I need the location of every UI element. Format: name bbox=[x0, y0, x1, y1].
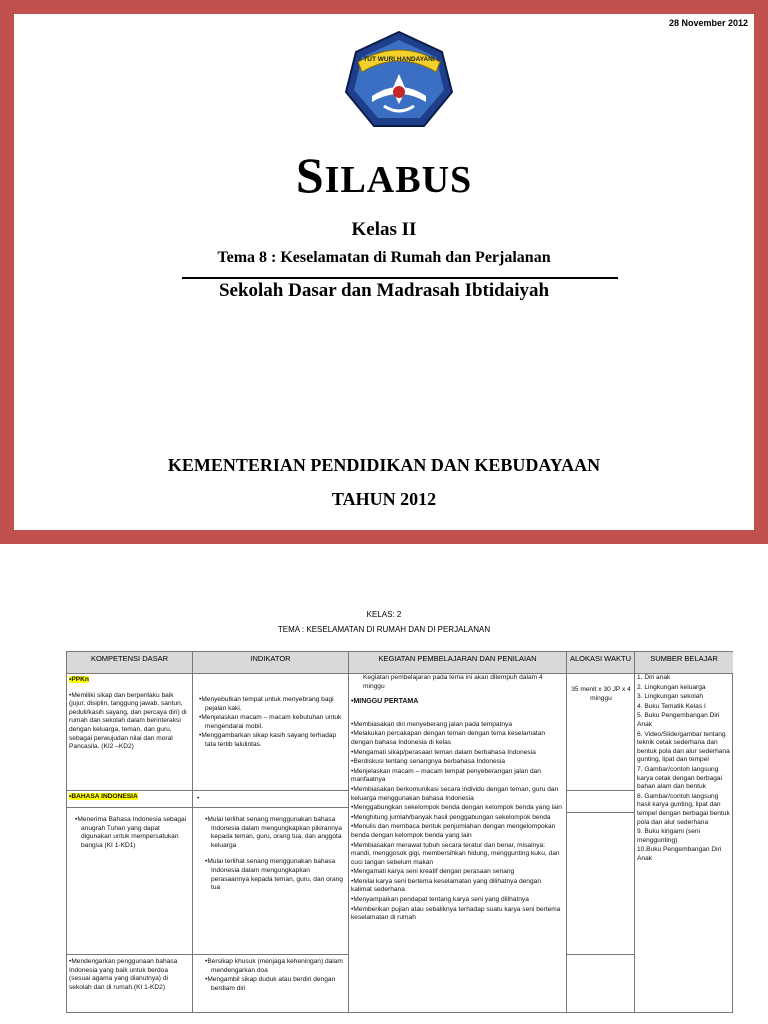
cover-divider bbox=[182, 277, 618, 279]
sumber-item: 4. Buku Tematik Kelas I bbox=[637, 702, 706, 710]
kegiatan-item: • Memberikan pujian atau sebaliknya terhadap suatu karya seni bertema keselamatan di rumah bbox=[351, 906, 563, 923]
kegiatan-item: • Berdiskusi tentang senangnya berbahasa Indonesia bbox=[351, 758, 563, 767]
sumber-item: 10.Buku Pengembangan Diri Anak bbox=[637, 846, 722, 862]
title-initial: S bbox=[295, 147, 325, 203]
indikator-item: • Mulai terlihat senang menggunakan bahasa Indonesia dalam mengungkapkan perasaannya kepada teman, guru, dan orang tua bbox=[203, 858, 345, 892]
indikator-item: • Menyebutkan tempat untuk menyebrang bagi pejalan kaki. bbox=[197, 696, 345, 713]
row-divider bbox=[567, 954, 635, 955]
cover-year: TAHUN 2012 bbox=[331, 489, 437, 509]
cover-title bbox=[14, 146, 754, 204]
sumber-item: 1. Diri anak bbox=[637, 674, 671, 681]
header-kegiatan: KEGIATAN PEMBELAJARAN DAN PENILAIAN bbox=[349, 652, 567, 674]
subject-ppkn: • PPKn bbox=[69, 676, 89, 683]
row-divider bbox=[567, 812, 635, 813]
kegiatan-item: • Menggabungkan sekelompok benda dengan kelompok benda yang lain bbox=[351, 804, 563, 813]
kegiatan-item: • Menghitung jumlah/banyak hasil penggabungan sekelompok benda bbox=[351, 814, 563, 823]
header-sumber: SUMBER BELAJAR bbox=[635, 652, 733, 674]
syllabus-tema-heading: TEMA : KESELAMATAN DI RUMAH DAN DI PERJALANAN bbox=[277, 625, 491, 634]
column-divider bbox=[566, 674, 567, 1012]
kegiatan-item: • Membiasakan diri menyeberang jalan pada tempatnya bbox=[351, 721, 563, 730]
kegiatan-cell bbox=[351, 674, 563, 924]
syllabus-table bbox=[66, 651, 733, 1013]
row-divider bbox=[67, 807, 349, 808]
alokasi-waktu: 35 menit x 30 JP x 4 minggu bbox=[571, 686, 631, 702]
cover-kelas: Kelas II bbox=[351, 219, 417, 240]
kegiatan-item: • Menulis dan membaca bentuk penjumlahan dengan mengelompokan benda dengan kelompok benda yang lain bbox=[351, 823, 563, 840]
header-alokasi: ALOKASI WAKTU bbox=[567, 652, 635, 674]
sumber-item: 3. Lingkungan sekolah bbox=[637, 693, 703, 701]
kd-ppkn-cell bbox=[69, 676, 189, 752]
subject-bahasa-indonesia: • BAHASA INDONESIA bbox=[69, 793, 138, 800]
kegiatan-minggu: • MINGGU PERTAMA bbox=[351, 698, 563, 707]
cover-school: Sekolah Dasar dan Madrasah Ibtidaiyah bbox=[218, 280, 550, 301]
row-divider bbox=[567, 790, 635, 791]
indikator-bullet: • bbox=[197, 795, 200, 802]
kegiatan-item: • Membiasakan berkomunikasi secara individu dengan teman, guru dan keluarga menggunakan bahasa Indonesia bbox=[351, 786, 563, 803]
kd-bi-cell bbox=[69, 793, 189, 802]
kegiatan-item: • Menilai karya seni bertema keselamatan yang dilihatnya dengan kalimat sederhana bbox=[351, 878, 563, 895]
column-divider bbox=[634, 674, 635, 1012]
column-divider bbox=[192, 674, 193, 1012]
syllabus-kelas-heading: KELAS: 2 bbox=[366, 610, 402, 619]
kegiatan-item: • Mengamati karya seni kreatif dengan perasaan senang bbox=[351, 868, 563, 877]
sumber-item: 2. Lingkungan keluarga bbox=[637, 683, 706, 691]
kegiatan-item: • Membiasakan merawat tubuh secara teratur dan benar, misalnya: mandi, menggosok gigi, membersihkan hidung, menggunting kuku, dan cuci tangan sebelum makan bbox=[351, 842, 563, 868]
cover-tema: Tema 8 : Keselamatan di Rumah dan Perjalanan bbox=[217, 249, 551, 266]
indikator-bi2-cell bbox=[203, 958, 345, 994]
kegiatan-intro: Kegiatan pembelajaran pada tema ini akan ditempuh dalam 4 minggu bbox=[363, 674, 543, 690]
tut-wuri-handayani-logo bbox=[344, 30, 454, 130]
indikator-item: • Menggambarkan sikap kasih sayang terhadap tata tertib lalulintas. bbox=[197, 732, 345, 749]
sumber-item: 8. Gambar/contoh langsung hasil karya gunting, lipat dan tempel dengan berbagai bentuk pola dan alur sederhana bbox=[637, 792, 730, 826]
kd-bi-text-cell bbox=[73, 816, 189, 850]
title-rest: ILABUS bbox=[324, 159, 473, 201]
column-divider bbox=[348, 674, 349, 1012]
sumber-belajar-cell bbox=[637, 674, 731, 864]
cover-date: 28 November 2012 bbox=[668, 18, 748, 28]
kd-ppkn-text: • Memiliki sikap dan berperilaku baik (jujur, disiplin, tanggung jawab, santun, peduli/kasih sayang, dan percaya diri) di rumah dan sekolah dalam berinteraksi dengan keluarga, teman, dan guru, sebagai perwujudan nilai dan moral Pancasila. (KI2 –KD2) bbox=[69, 692, 189, 752]
sumber-item: 5. Buku Pengembangan Diri Anak bbox=[637, 712, 720, 728]
kegiatan-item: • Menjelaskan macam – macam tempat penyeberangan jalan dan manfaatnya bbox=[351, 768, 563, 785]
indikator-ppkn-cell bbox=[197, 696, 345, 751]
cover-ministry: KEMENTERIAN PENDIDIKAN DAN KEBUDAYAAN bbox=[167, 455, 601, 475]
logo-text: TUT WURI HANDAYANI bbox=[363, 56, 435, 63]
row-divider bbox=[67, 790, 349, 791]
kd-bi-text2-cell bbox=[69, 958, 191, 992]
header-kompetensi-dasar: KOMPETENSI DASAR bbox=[67, 652, 193, 674]
indikator-item: • Mulai terlihat senang menggunakan bahasa Indonesia dalam mengungkapkan pikirannya kepada teman, guru, orang tua, dan anggota keluarga bbox=[203, 816, 345, 850]
kegiatan-item: • Menyampaikan pendapat tentang karya seni yang dilihatnya bbox=[351, 896, 563, 905]
row-divider bbox=[67, 954, 349, 955]
indikator-item: • Mengambil sikap duduk atau berdiri dengan berdiam diri bbox=[203, 976, 345, 993]
kegiatan-item: • Melakukan percakapan dengan teman dengan tema keselamatan dengan bahasa Indonesia di kelas bbox=[351, 730, 563, 747]
indikator-bi-cell bbox=[203, 816, 345, 894]
sumber-item: 6. Video/Slide/gambar tentang teknik cetak sederhana dan bentuk pola dan alur sederhana gunting, lipat dan tempel bbox=[637, 730, 730, 764]
sumber-item: 9. Buku kirigami (seni menggunting) bbox=[637, 828, 701, 844]
header-indikator: INDIKATOR bbox=[193, 652, 349, 674]
indikator-item: • Menjelaskan macam – macam kebutuhan untuk mengendarai mobil. bbox=[197, 714, 345, 731]
kd-bi-text: • Menerima Bahasa Indonesia sebagai anugrah Tuhan yang dapat digunakan untuk mempersatukan bangsa (KI 1-KD1) bbox=[73, 816, 189, 850]
sumber-item: 7. Gambar/contoh langsung karya cetak dengan berbagai bahan alam dan bentuk bbox=[637, 765, 723, 791]
kegiatan-item: • Mengamati sikap/perasaan teman dalam berbahasa Indonesia bbox=[351, 749, 563, 758]
indikator-item: • Bersikap khusuk (menjaga keheningan) dalam mendengarkan doa bbox=[203, 958, 345, 975]
cover-page bbox=[14, 14, 754, 530]
kd-bi-text2: • Mendengarkan penggunaan bahasa Indonesia yang baik untuk berdoa (sesuai agama yang dianutnya) di sekolah dan di rumah.(KI 1-KD2) bbox=[69, 958, 191, 992]
